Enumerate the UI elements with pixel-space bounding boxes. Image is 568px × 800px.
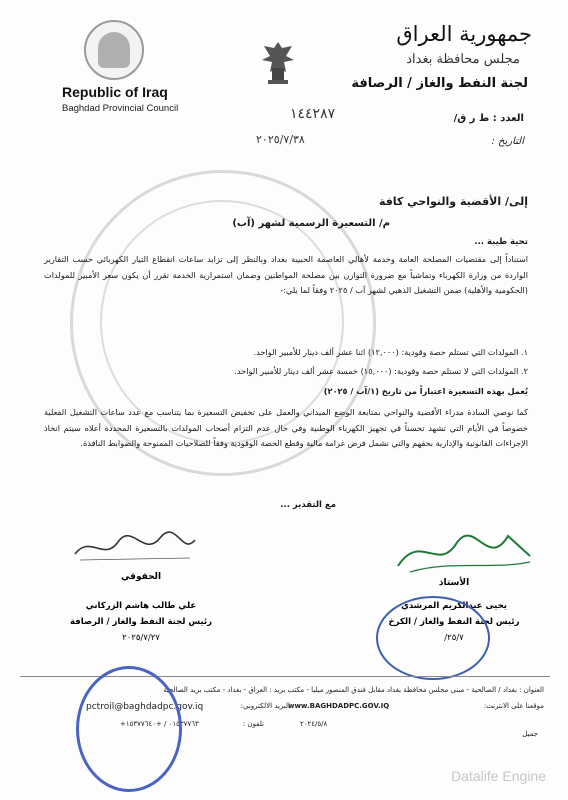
right-signer-name: يحيى عبدالكريم المرشدي [401, 601, 507, 611]
left-signer-name: علي طالب هاشم الزركاني [85, 601, 197, 611]
watermark-text: Datalife Engine [451, 768, 546, 784]
footer-website-label: موقعنا على الانترنت: [483, 702, 544, 710]
greeting: تحية طيبة ... [474, 237, 528, 247]
footer-phones: +٠١٥٣٧٧٦٣ / +١٥٣٧٧٦٤٠ [120, 720, 199, 728]
english-title: Republic of Iraq [62, 84, 168, 100]
effective-date-line: يُعمل بهذه التسعيرة اعتباراً من تاريخ (١/آب / ٢٠٢٥) [323, 386, 528, 396]
footer-address: العنوان : بغداد / الصالحية - مبنى مجلس محافظة بغداد مقابل فندق المنصور ميليا - مكتب بريد : العراق - بغداد - مكتب بريد الصالحية [163, 686, 544, 694]
iraq-eagle-emblem-icon [258, 38, 298, 86]
footer-note: جميل [522, 730, 538, 738]
english-subtitle: Baghdad Provincial Council [62, 103, 179, 114]
closing-line: مع التقدير ... [280, 500, 336, 510]
left-signer-date: ٢٠٢٥/٧/٢٧ [122, 633, 160, 643]
reference-number-value: ١٤٤٢٨٧ [290, 106, 336, 122]
right-signer-title: الأستاذ [438, 578, 470, 588]
subject-line: م/ التسعيرة الرسمية لشهر (آب) [232, 218, 390, 229]
arabic-title: جمهورية العراق [396, 22, 532, 46]
left-signer-title: الحقوقي [120, 572, 162, 582]
right-signature-icon [390, 526, 540, 578]
right-signer-role: رئيس لجنة النفط والغاز / الكرخ [388, 617, 520, 627]
footer-website: www.BAGHDADPC.GOV.IQ [288, 702, 390, 710]
left-signer-role: رئيس لجنة النفط والغاز / الرصافة [70, 617, 212, 627]
left-signature-icon [70, 528, 200, 566]
right-official-stamp-icon [376, 596, 490, 680]
intro-paragraph: استناداً إلى مقتضيات المصلحة العامة وخدمة لأهالي العاصمة الحبيبة بغداد وبالنظر إلى تزايد ساعات انقطاع التيار الكهربائي حسب التقارير الواردة من وزارة الكهرباء وتماشياً مع ضرورة التوازن بين مصلحة المواطنين وضمان استمرارية الخدمة تقرر أن يكون سعر الأمبير للمولدات (الحكومية والأهلية) ضمن التشغيل الذهبي لشهر آب / ٢٠٢٥ وفقاً لما يلي:- [44, 254, 528, 295]
footer-blue-stamp-icon [76, 666, 182, 792]
footer-email-label: البريد الالكتروني: [240, 702, 290, 710]
left-signature-details [66, 598, 216, 646]
arabic-council: مجلس محافظة بغداد [406, 52, 520, 67]
footer-print-date: ٢٠٢٤/٥/٨ [300, 720, 328, 728]
right-signer-date: ٢٥/٧/ [444, 633, 464, 643]
footer-phone-label: تلفون : [242, 720, 264, 728]
date-label: التاريخ : [491, 136, 524, 147]
arabic-committee: لجنة النفط والغاز / الرصافة [351, 76, 528, 91]
left-signature-block [66, 572, 216, 582]
reference-number-label: العدد : ط ر ق/ [453, 113, 524, 124]
body-paragraph: كما نوصي السادة مدراء الأقضية والنواحي بمتابعة الوضع الميداني والعمل على تخفيض التسعيرة بما يتناسب مع عدد ساعات التشغيل الفعلية خصوصاً في الأيام التي تشهد تحسناً في تجهيز الكهرباء الوطنية وفي حال عدم التزام أصحاب المولدات بالتسعيرة المحددة أعلاه سيتم اتخاذ الإجراءات القانونية والإدارية بحقهم والتي تشمل فرض غرامة مالية وقطع الحصة الوقودية وفقاً للصلاحيات الممنوحة والضوابط النافذة. [44, 407, 528, 448]
right-signature-block [374, 578, 534, 588]
date-value: ٢٠٢٥/٧/٣٨ [256, 133, 305, 146]
price-item-2: ٢. المولدات التي لا تستلم حصة وقودية: (١٥,٠٠٠) خمسة عشر ألف دينار للأمبير الواحد. [234, 366, 528, 376]
price-item-1: ١. المولدات التي تستلم حصة وقودية: (١٢,٠٠٠) اثنا عشر ألف دينار للأمبير الواحد. [253, 347, 528, 357]
recipient-line: إلى/ الأقضية والنواحي كافة [378, 195, 528, 208]
council-logo-icon [84, 20, 144, 80]
footer-email: pctroil@baghdadpc.gov.iq [86, 702, 204, 712]
